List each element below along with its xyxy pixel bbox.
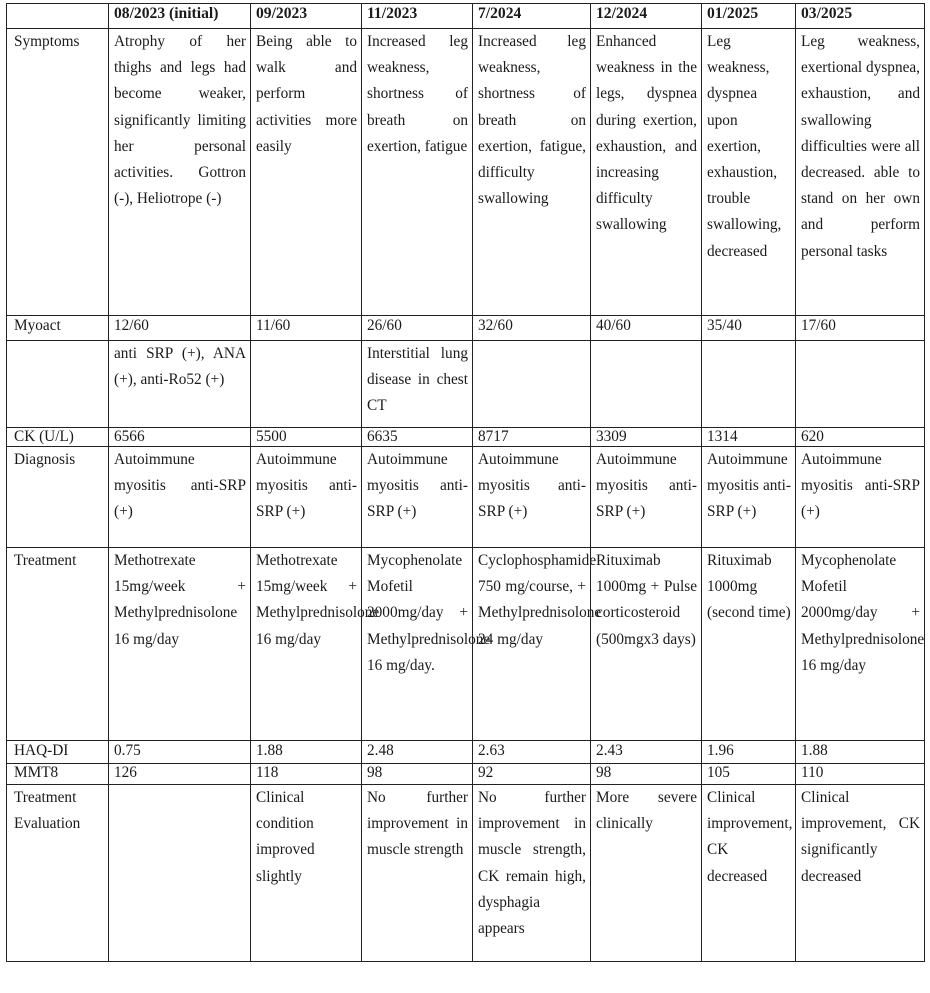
table-cell: More severe clinically bbox=[591, 785, 702, 962]
header-row bbox=[7, 4, 925, 29]
row-label: CK (U/L) bbox=[7, 428, 109, 447]
treatment-row bbox=[7, 548, 925, 741]
table-cell bbox=[796, 341, 925, 428]
row-label: Symptoms bbox=[7, 29, 109, 316]
row-label: HAQ-DI bbox=[7, 741, 109, 764]
table-cell: Autoimmune myositis anti-SRP (+) bbox=[702, 447, 796, 548]
row-label bbox=[7, 341, 109, 428]
column-header: 11/2023 bbox=[362, 4, 473, 29]
table-cell: 98 bbox=[591, 764, 702, 785]
haq-di-row bbox=[7, 741, 925, 764]
table-cell: 2.63 bbox=[473, 741, 591, 764]
table-cell: No further improvement in muscle strength bbox=[362, 785, 473, 962]
column-header: 08/2023 (initial) bbox=[109, 4, 251, 29]
table-cell: 1.88 bbox=[796, 741, 925, 764]
table-cell: 1314 bbox=[702, 428, 796, 447]
table-cell: Methotrexate 15mg/week + Methylprednisolone 16 mg/day bbox=[109, 548, 251, 741]
table-cell: 0.75 bbox=[109, 741, 251, 764]
corner-cell bbox=[7, 4, 109, 29]
row-label: Myoact bbox=[7, 316, 109, 341]
table-cell: Being able to walk and perform activities more easily bbox=[251, 29, 362, 316]
table-cell: Mycophenolate Mofetil 2000mg/day + Methylprednisolone 16 mg/day. bbox=[362, 548, 473, 741]
treatment-evaluation-row bbox=[7, 785, 925, 962]
table-cell bbox=[591, 341, 702, 428]
mmt8-row bbox=[7, 764, 925, 785]
row-label: Diagnosis bbox=[7, 447, 109, 548]
column-header: 12/2024 bbox=[591, 4, 702, 29]
table-cell: 12/60 bbox=[109, 316, 251, 341]
table-cell: 92 bbox=[473, 764, 591, 785]
table-cell: 1.96 bbox=[702, 741, 796, 764]
table-cell bbox=[251, 341, 362, 428]
table-cell: 105 bbox=[702, 764, 796, 785]
table-cell: 17/60 bbox=[796, 316, 925, 341]
column-header: 01/2025 bbox=[702, 4, 796, 29]
table-cell: 8717 bbox=[473, 428, 591, 447]
table-cell: Enhanced weakness in the legs, dyspnea during exertion, exhaustion, and increasing difficulty swallowing bbox=[591, 29, 702, 316]
table-cell: Clinical condition improved slightly bbox=[251, 785, 362, 962]
table-cell: No further improvement in muscle strength, CK remain high, dysphagia appears bbox=[473, 785, 591, 962]
table-cell: 26/60 bbox=[362, 316, 473, 341]
table-cell: Autoimmune myositis anti-SRP (+) bbox=[251, 447, 362, 548]
table-cell: Increased leg weakness, shortness of breath on exertion, fatigue bbox=[362, 29, 473, 316]
table-cell: 40/60 bbox=[591, 316, 702, 341]
table-cell bbox=[109, 785, 251, 962]
row-label: Treatment bbox=[7, 548, 109, 741]
antibody-row bbox=[7, 341, 925, 428]
table-cell: 2.48 bbox=[362, 741, 473, 764]
table-cell: Rituximab 1000mg (second time) bbox=[702, 548, 796, 741]
table-cell: Leg weakness, exertional dyspnea, exhaustion, and swallowing difficulties were all decreased. able to stand on her own and perform personal tasks bbox=[796, 29, 925, 316]
table-cell: Atrophy of her thighs and legs had become weaker, significantly limiting her personal activities. Gottron (-), Heliotrope (-) bbox=[109, 29, 251, 316]
table-cell: 98 bbox=[362, 764, 473, 785]
table-cell: 5500 bbox=[251, 428, 362, 447]
table-cell: Cyclophosphamide 750 mg/course, + Methylprednisolone 24 mg/day bbox=[473, 548, 591, 741]
row-label: Treatment Evaluation bbox=[7, 785, 109, 962]
clinical-course-table bbox=[6, 3, 925, 962]
myoact-row bbox=[7, 316, 925, 341]
table-cell: Autoimmune myositis anti-SRP (+) bbox=[796, 447, 925, 548]
table-cell: 110 bbox=[796, 764, 925, 785]
table-cell: 1.88 bbox=[251, 741, 362, 764]
table-cell: 32/60 bbox=[473, 316, 591, 341]
column-header: 03/2025 bbox=[796, 4, 925, 29]
table-cell: Clinical improvement, CK significantly decreased bbox=[796, 785, 925, 962]
table-cell: 6635 bbox=[362, 428, 473, 447]
ck-row bbox=[7, 428, 925, 447]
table-cell: Increased leg weakness, shortness of breath on exertion, fatigue, difficulty swallowing bbox=[473, 29, 591, 316]
column-header: 09/2023 bbox=[251, 4, 362, 29]
table-cell: Interstitial lung disease in chest CT bbox=[362, 341, 473, 428]
table-cell: 2.43 bbox=[591, 741, 702, 764]
table-cell: Rituximab 1000mg + Pulse corticosteroid (500mgx3 days) bbox=[591, 548, 702, 741]
table-cell: 620 bbox=[796, 428, 925, 447]
table-cell: Leg weakness, dyspnea upon exertion, exhaustion, trouble swallowing, decreased bbox=[702, 29, 796, 316]
symptoms-row bbox=[7, 29, 925, 316]
row-label: MMT8 bbox=[7, 764, 109, 785]
table-cell: Methotrexate 15mg/week + Methylprednisolone 16 mg/day bbox=[251, 548, 362, 741]
table-cell: Autoimmune myositis anti-SRP (+) bbox=[362, 447, 473, 548]
table-cell: anti SRP (+), ANA (+), anti-Ro52 (+) bbox=[109, 341, 251, 428]
diagnosis-row bbox=[7, 447, 925, 548]
table-cell: Autoimmune myositis anti-SRP (+) bbox=[109, 447, 251, 548]
table-cell: Autoimmune myositis anti-SRP (+) bbox=[591, 447, 702, 548]
table-cell bbox=[473, 341, 591, 428]
table-cell: Clinical improvement, CK decreased bbox=[702, 785, 796, 962]
table-cell: 11/60 bbox=[251, 316, 362, 341]
table-cell: 118 bbox=[251, 764, 362, 785]
table-cell bbox=[702, 341, 796, 428]
column-header: 7/2024 bbox=[473, 4, 591, 29]
table-cell: 3309 bbox=[591, 428, 702, 447]
table-cell: 35/40 bbox=[702, 316, 796, 341]
table-cell: Mycophenolate Mofetil 2000mg/day + Methylprednisolone 16 mg/day bbox=[796, 548, 925, 741]
table-cell: 126 bbox=[109, 764, 251, 785]
table-cell: Autoimmune myositis anti-SRP (+) bbox=[473, 447, 591, 548]
table-cell: 6566 bbox=[109, 428, 251, 447]
